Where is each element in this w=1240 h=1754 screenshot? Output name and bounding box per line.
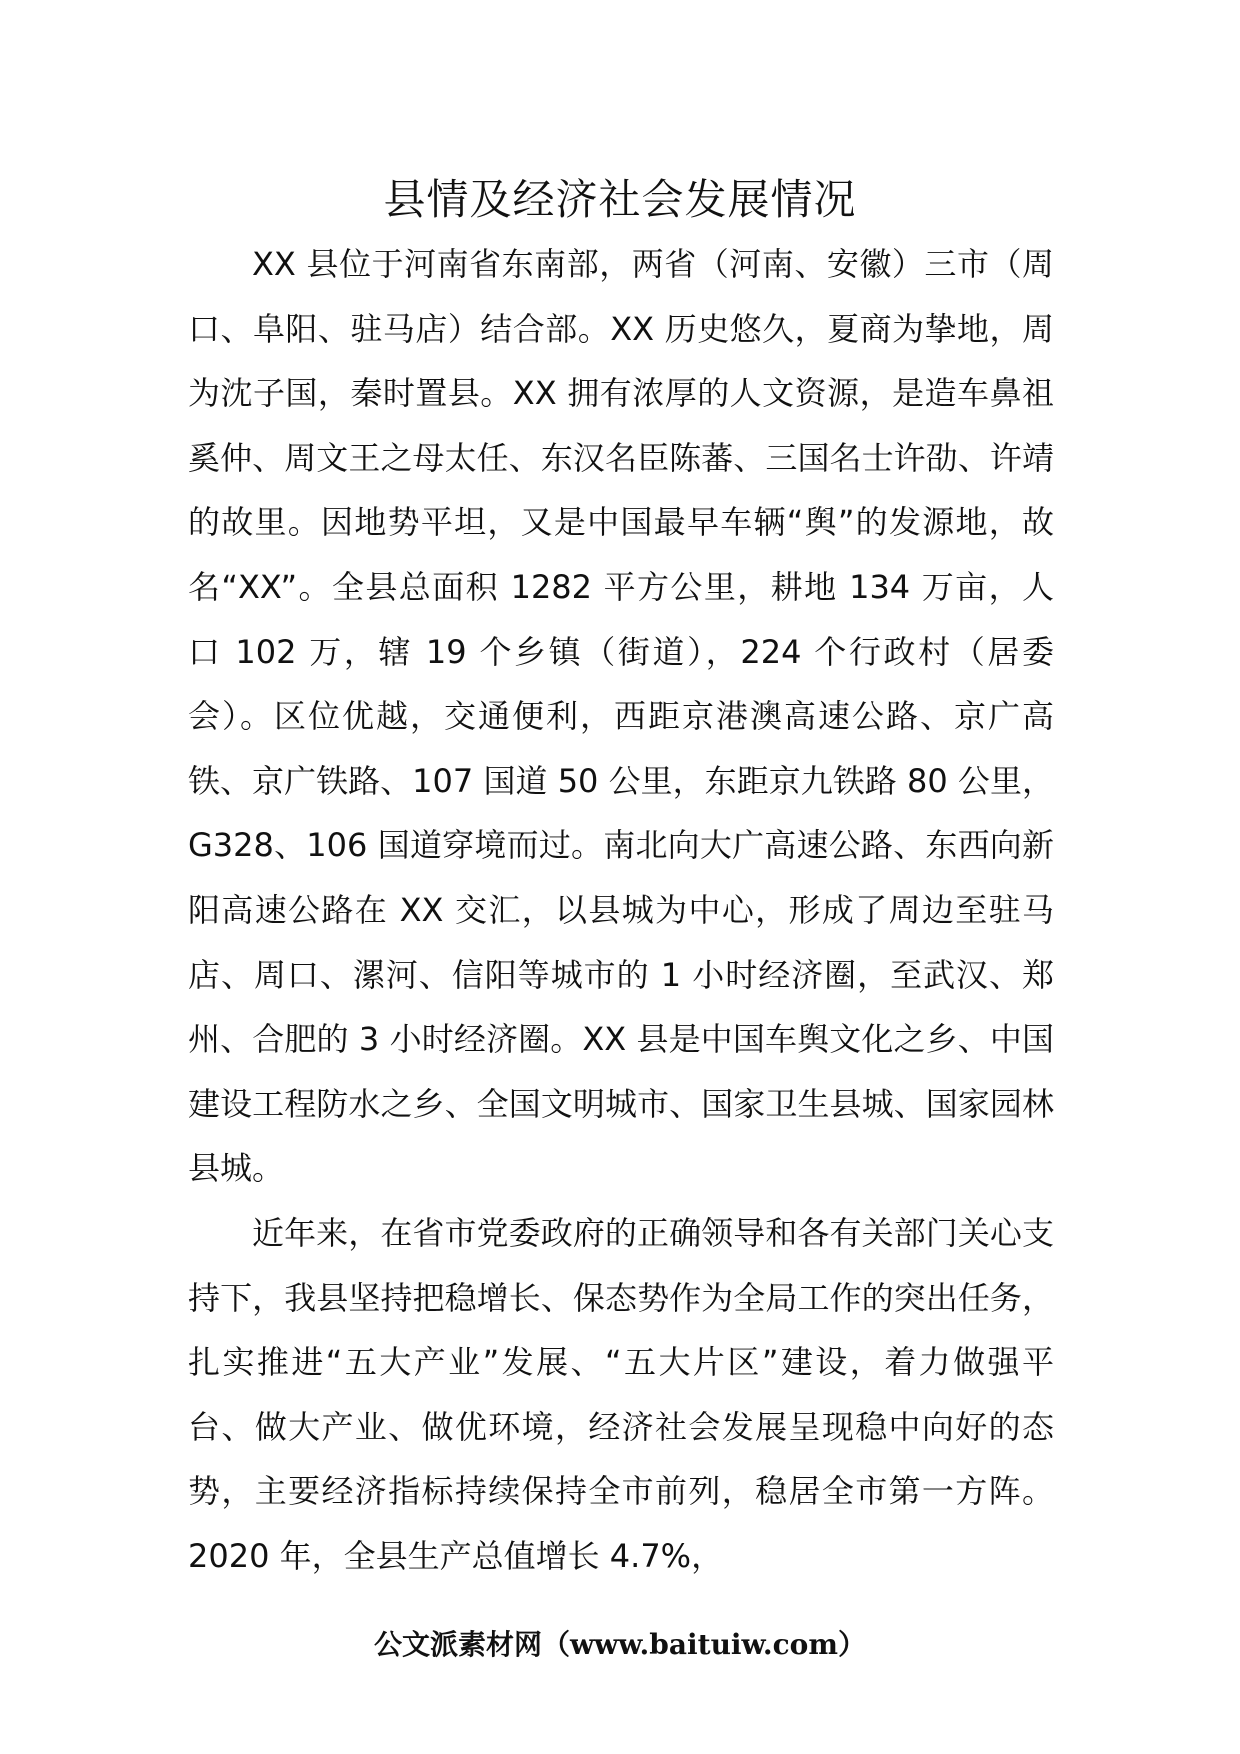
paragraph-2: 近年来，在省市党委政府的正确领导和各有关部门关心支持下，我县坚持把稳增长、保态势作为全局工作的突出任务，扎实推进“五大产业”发展、“五大片区”建设，着力做强平台、做大产业、做优环境，经济社会发展呈现稳中向好的态势，主要经济指标持续保持全市前列，稳居全市第一方阵。2020 年，全县生产总值增长 4.7%，	[188, 1213, 1054, 1575]
document-title: 县情及经济社会发展情况	[383, 175, 857, 224]
document-body	[188, 232, 1054, 1588]
footer-watermark: 公文派素材网（www.baituiw.com）	[374, 1628, 866, 1661]
paragraph-1: XX 县位于河南省东南部，两省（河南、安徽）三市（周口、阜阳、驻马店）结合部。XX 历史悠久，夏商为挚地，周为沈子国，秦时置县。XX 拥有浓厚的人文资源，是造车鼻祖奚仲、周文王之母太任、东汉名臣陈蕃、三国名士许劭、许靖的故里。因地势平坦，又是中国最早车辆“舆”的发源地，故名“XX”。全县总面积 1282 平方公里，耕地 134 万亩，人口 102 万，辖 19 个乡镇（街道），224 个行政村（居委会）。区位优越，交通便利，西距京港澳高速公路、京广高铁、京广铁路、107 国道 50 公里，东距京九铁路 80 公里，G328、106 国道穿境而过。南北向大广高速公路、东西向新阳高速公路在 XX 交汇，以县城为中心，形成了周边至驻马店、周口、漯河、信阳等城市的 1 小时经济圈，至武汉、郑州、合肥的 3 小时经济圈。XX 县是中国车舆文化之乡、中国建设工程防水之乡、全国文明城市、国家卫生县城、国家园林县城。	[188, 245, 1054, 1188]
